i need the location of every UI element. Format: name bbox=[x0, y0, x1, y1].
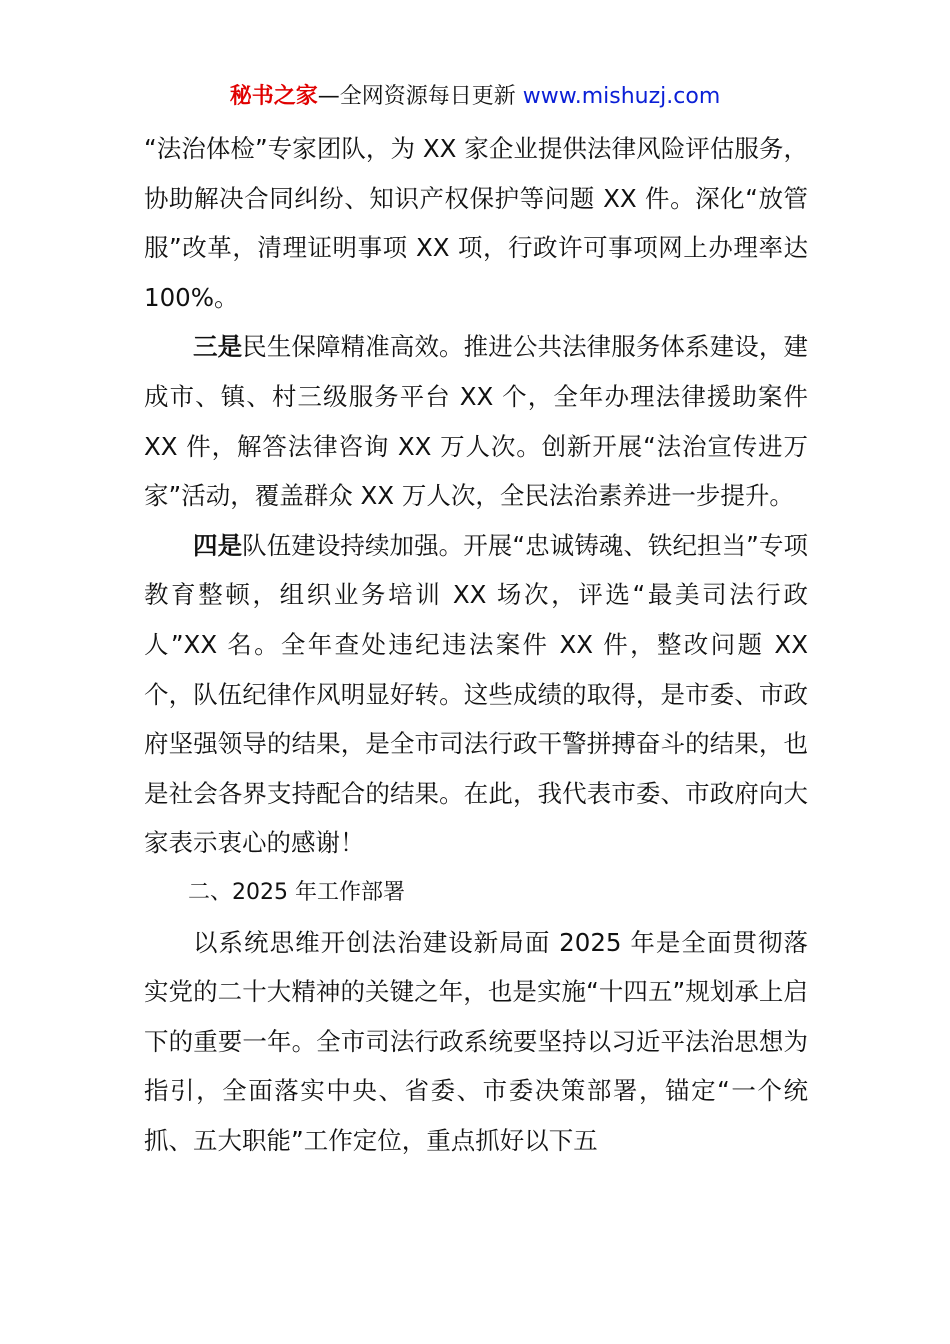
paragraph-four-lead: 四是 bbox=[193, 530, 243, 560]
document-body bbox=[144, 124, 808, 1165]
paragraph-three bbox=[144, 322, 808, 520]
paragraph-three-lead: 三是 bbox=[193, 332, 243, 362]
header-brand: 秘书之家 bbox=[229, 84, 318, 109]
header-url-link[interactable]: www.mishuzj.com bbox=[522, 84, 721, 109]
section-heading-two: 二、2025 年工作部署 bbox=[188, 879, 405, 905]
paragraph-three-text: 民生保障精准高效。推进公共法律服务体系建设，建成市、镇、村三级服务平台 XX 个，全年办理法律援助案件 XX 件，解答法律咨询 XX 万人次。创新开展“法治宣传进万家”活动，覆盖群众 XX 万人次，全民法治素养进一步提升。 bbox=[144, 332, 809, 511]
paragraph-continued: “法治体检”专家团队，为 XX 家企业提供法律风险评估服务，协助解决合同纠纷、知识产权保护等问题 XX 件。深化“放管服”改革，清理证明事项 XX 项，行政许可事项网上办理率达 100%。 bbox=[144, 134, 808, 312]
page-header bbox=[0, 82, 950, 112]
paragraph-last: 以系统思维开创法治建设新局面 2025 年是全面贯彻落实党的二十大精神的关键之年，也是实施“十四五”规划承上启下的重要一年。全市司法行政系统要坚持以习近平法治思想为指引，全面落实中央、省委、市委决策部署，锚定“一个统抓、五大职能”工作定位，重点抓好以下五 bbox=[144, 927, 808, 1155]
header-tagline: —全网资源每日更新 bbox=[317, 84, 523, 109]
paragraph-four bbox=[144, 521, 808, 868]
paragraph-four-text: 队伍建设持续加强。开展“忠诚铸魂、铁纪担当”专项教育整顿，组织业务培训 XX 场次，评选“最美司法行政人”XX 名。全年查处违纪违法案件 XX 件，整改问题 XX 个，队伍纪律作风明显好转。这些成绩的取得，是市委、市政府坚强领导的结果，是全市司法行政干警拼搏奋斗的结果，也是社会各界支持配合的结果。在此，我代表市委、市政府向大家表示衷心的感谢！ bbox=[144, 530, 809, 858]
